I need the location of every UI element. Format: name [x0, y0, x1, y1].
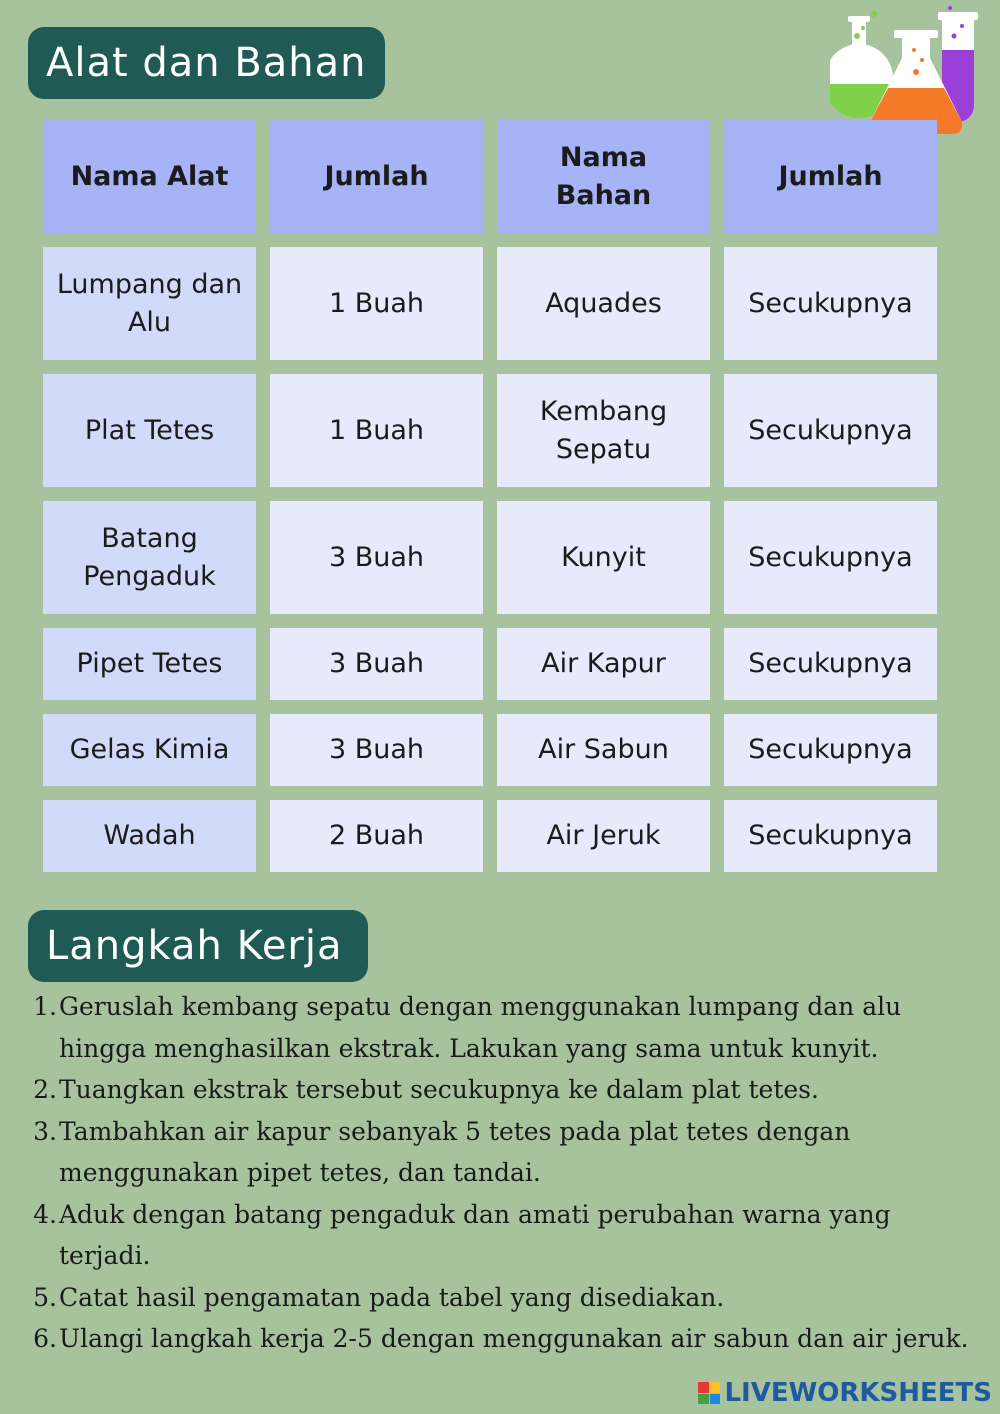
- header-jumlah-bahan: Jumlah: [724, 120, 937, 233]
- cell-alat: Wadah: [43, 800, 256, 872]
- cell-jumlah-bahan: Secukupnya: [724, 501, 937, 614]
- section-title-steps: Langkah Kerja: [28, 910, 368, 982]
- cell-jumlah-bahan: Secukupnya: [724, 374, 937, 487]
- cell-jumlah-alat: 3 Buah: [270, 501, 483, 614]
- step-item: 1. Geruslah kembang sepatu dengan menggunakan lumpang dan alu hingga menghasilkan ekstrak. Lakukan yang sama untuk kunyit.: [33, 992, 902, 1063]
- step-item: 3. Tambahkan air kapur sebanyak 5 tetes pada plat tetes dengan menggunakan pipet tetes, dan tandai.: [33, 1116, 851, 1187]
- cell-alat: Batang Pengaduk: [43, 501, 256, 614]
- cell-jumlah-alat: 1 Buah: [270, 247, 483, 360]
- cell-jumlah-bahan: Secukupnya: [724, 628, 937, 700]
- steps-list: [30, 986, 975, 1360]
- cell-jumlah-bahan: Secukupnya: [724, 800, 937, 872]
- cell-bahan: Air Jeruk: [497, 800, 710, 872]
- liveworksheets-watermark[interactable]: [698, 1378, 992, 1408]
- cell-alat: Lumpang dan Alu: [43, 247, 256, 360]
- step-item: 5. Catat hasil pengamatan pada tabel yang disediakan.: [33, 1282, 725, 1312]
- cell-bahan: Air Sabun: [497, 714, 710, 786]
- lab-flasks-icon: [830, 6, 980, 138]
- tools-materials-table: [43, 120, 937, 872]
- cell-alat: Plat Tetes: [43, 374, 256, 487]
- header-jumlah-alat: Jumlah: [270, 120, 483, 233]
- cell-jumlah-alat: 3 Buah: [270, 628, 483, 700]
- cell-jumlah-bahan: Secukupnya: [724, 714, 937, 786]
- step-item: 6. Ulangi langkah kerja 2-5 dengan menggunakan air sabun dan air jeruk.: [33, 1324, 969, 1353]
- cell-jumlah-alat: 2 Buah: [270, 800, 483, 872]
- step-item: 4. Aduk dengan batang pengaduk dan amati perubahan warna yang terjadi.: [33, 1199, 891, 1270]
- cell-alat: Pipet Tetes: [43, 628, 256, 700]
- section-title-tools: Alat dan Bahan: [28, 27, 385, 99]
- cell-bahan: Air Kapur: [497, 628, 710, 700]
- header-nama-bahan: Nama Bahan: [497, 120, 710, 233]
- cell-jumlah-bahan: Secukupnya: [724, 247, 937, 360]
- header-nama-alat: Nama Alat: [43, 120, 256, 233]
- cell-jumlah-alat: 3 Buah: [270, 714, 483, 786]
- cell-bahan: Kunyit: [497, 501, 710, 614]
- watermark-text: LIVEWORKSHEETS: [724, 1378, 992, 1408]
- cell-bahan: Kembang Sepatu: [497, 374, 710, 487]
- cell-jumlah-alat: 1 Buah: [270, 374, 483, 487]
- liveworksheets-logo-icon: [698, 1382, 720, 1404]
- cell-alat: Gelas Kimia: [43, 714, 256, 786]
- cell-bahan: Aquades: [497, 247, 710, 360]
- step-item: 2. Tuangkan ekstrak tersebut secukupnya ke dalam plat tetes.: [33, 1075, 819, 1104]
